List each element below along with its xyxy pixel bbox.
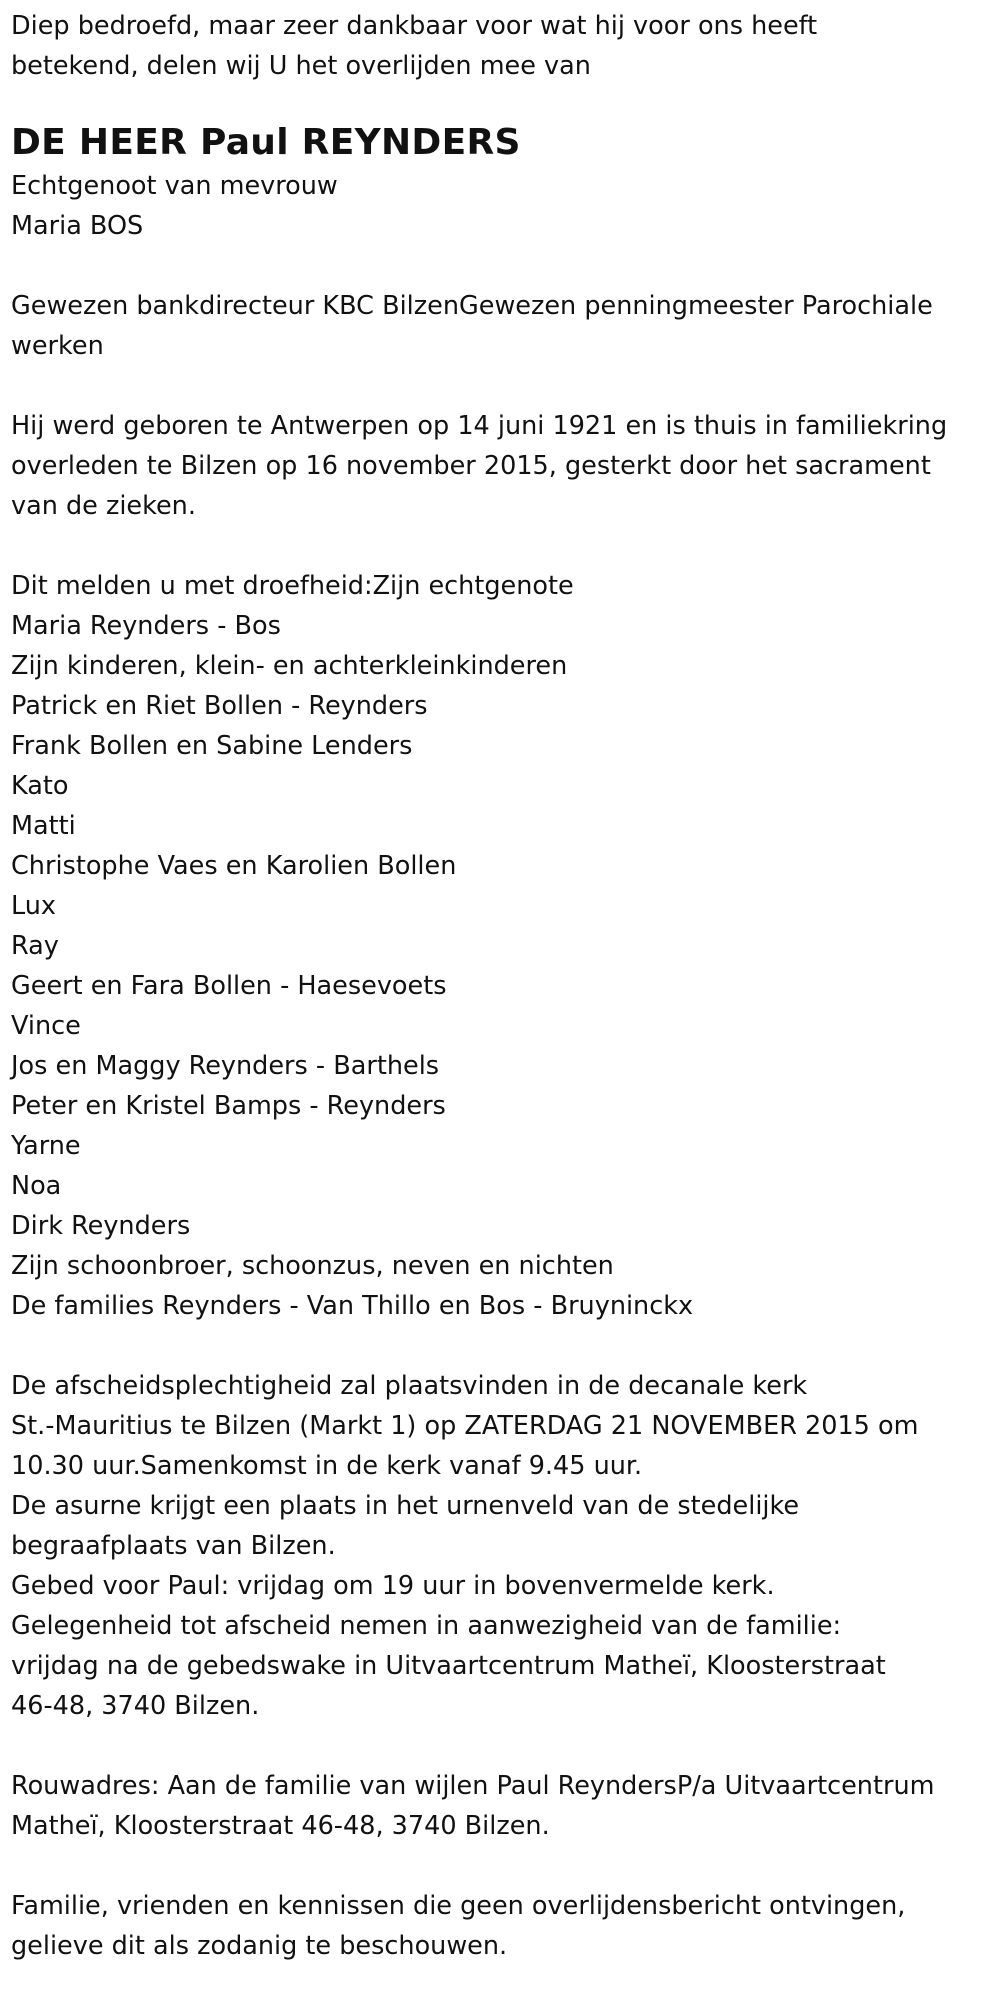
mourners-list xyxy=(11,566,1000,1326)
birth-death-paragraph xyxy=(11,406,1000,526)
mourner-line: Dit melden u met droefheid:Zijn echtgenote xyxy=(11,571,574,601)
mourner-line: Kato xyxy=(11,771,69,801)
ceremony-paragraph xyxy=(11,1366,1000,1726)
mourner-line: Peter en Kristel Bamps - Reynders xyxy=(11,1091,446,1121)
birth-death-line: Hij werd geboren te Antwerpen op 14 juni 1921 en is thuis in familiekring xyxy=(11,411,948,441)
mourner-line: Patrick en Riet Bollen - Reynders xyxy=(11,691,428,721)
deceased-name-title: DE HEER Paul REYNDERS xyxy=(11,122,521,163)
address-paragraph xyxy=(11,1766,1000,1846)
ceremony-line: vrijdag na de gebedswake in Uitvaartcentrum Matheï, Kloosterstraat xyxy=(11,1651,886,1681)
intro-line: betekend, delen wij U het overlijden mee van xyxy=(11,51,591,81)
ceremony-line: St.-Mauritius te Bilzen (Markt 1) op ZATERDAG 21 NOVEMBER 2015 om xyxy=(11,1411,919,1441)
closing-line: Familie, vrienden en kennissen die geen overlijdensbericht ontvingen, xyxy=(11,1891,906,1921)
address-line: Rouwadres: Aan de familie van wijlen Paul ReyndersP/a Uitvaartcentrum xyxy=(11,1771,935,1801)
ceremony-line: De asurne krijgt een plaats in het urnenveld van de stedelijke xyxy=(11,1491,800,1521)
ceremony-line: Gebed voor Paul: vrijdag om 19 uur in bovenvermelde kerk. xyxy=(11,1571,775,1601)
mourner-line: Zijn kinderen, klein- en achterkleinkinderen xyxy=(11,651,568,681)
function-line: Gewezen bankdirecteur KBC BilzenGewezen penningmeester Parochiale xyxy=(11,291,933,321)
mourner-line: Maria Reynders - Bos xyxy=(11,611,281,641)
mourner-line: De families Reynders - Van Thillo en Bos - Bruyninckx xyxy=(11,1291,694,1321)
function-paragraph xyxy=(11,286,1000,366)
mourner-line: Matti xyxy=(11,811,76,841)
birth-death-line: van de zieken. xyxy=(11,491,196,521)
spouse-line: Echtgenoot van mevrouw xyxy=(11,171,338,201)
closing-paragraph xyxy=(11,1886,1000,1966)
mourner-line: Yarne xyxy=(11,1131,81,1161)
mourner-line: Christophe Vaes en Karolien Bollen xyxy=(11,851,457,881)
mourner-line: Vince xyxy=(11,1011,81,1041)
closing-line: gelieve dit als zodanig te beschouwen. xyxy=(11,1931,508,1961)
mourner-line: Geert en Fara Bollen - Haesevoets xyxy=(11,971,447,1001)
mourner-line: Jos en Maggy Reynders - Barthels xyxy=(11,1051,440,1081)
mourner-line: Ray xyxy=(11,931,59,961)
mourner-line: Frank Bollen en Sabine Lenders xyxy=(11,731,413,761)
ceremony-line: Gelegenheid tot afscheid nemen in aanwezigheid van de familie: xyxy=(11,1611,842,1641)
mourner-line: Noa xyxy=(11,1171,62,1201)
intro-paragraph xyxy=(11,6,1000,86)
ceremony-line: De afscheidsplechtigheid zal plaatsvinden in de decanale kerk xyxy=(11,1371,808,1401)
mourner-line: Dirk Reynders xyxy=(11,1211,191,1241)
ceremony-line: 46-48, 3740 Bilzen. xyxy=(11,1691,260,1721)
address-line: Matheï, Kloosterstraat 46-48, 3740 Bilzen. xyxy=(11,1811,550,1841)
spouse-line: Maria BOS xyxy=(11,211,144,241)
mourner-line: Zijn schoonbroer, schoonzus, neven en nichten xyxy=(11,1251,614,1281)
mourner-line: Lux xyxy=(11,891,57,921)
ceremony-line: begraafplaats van Bilzen. xyxy=(11,1531,336,1561)
ceremony-line: 10.30 uur.Samenkomst in de kerk vanaf 9.45 uur. xyxy=(11,1451,643,1481)
intro-line: Diep bedroefd, maar zeer dankbaar voor wat hij voor ons heeft xyxy=(11,11,818,41)
birth-death-line: overleden te Bilzen op 16 november 2015, gesterkt door het sacrament xyxy=(11,451,931,481)
function-line: werken xyxy=(11,331,104,361)
spouse-paragraph xyxy=(11,166,1000,246)
